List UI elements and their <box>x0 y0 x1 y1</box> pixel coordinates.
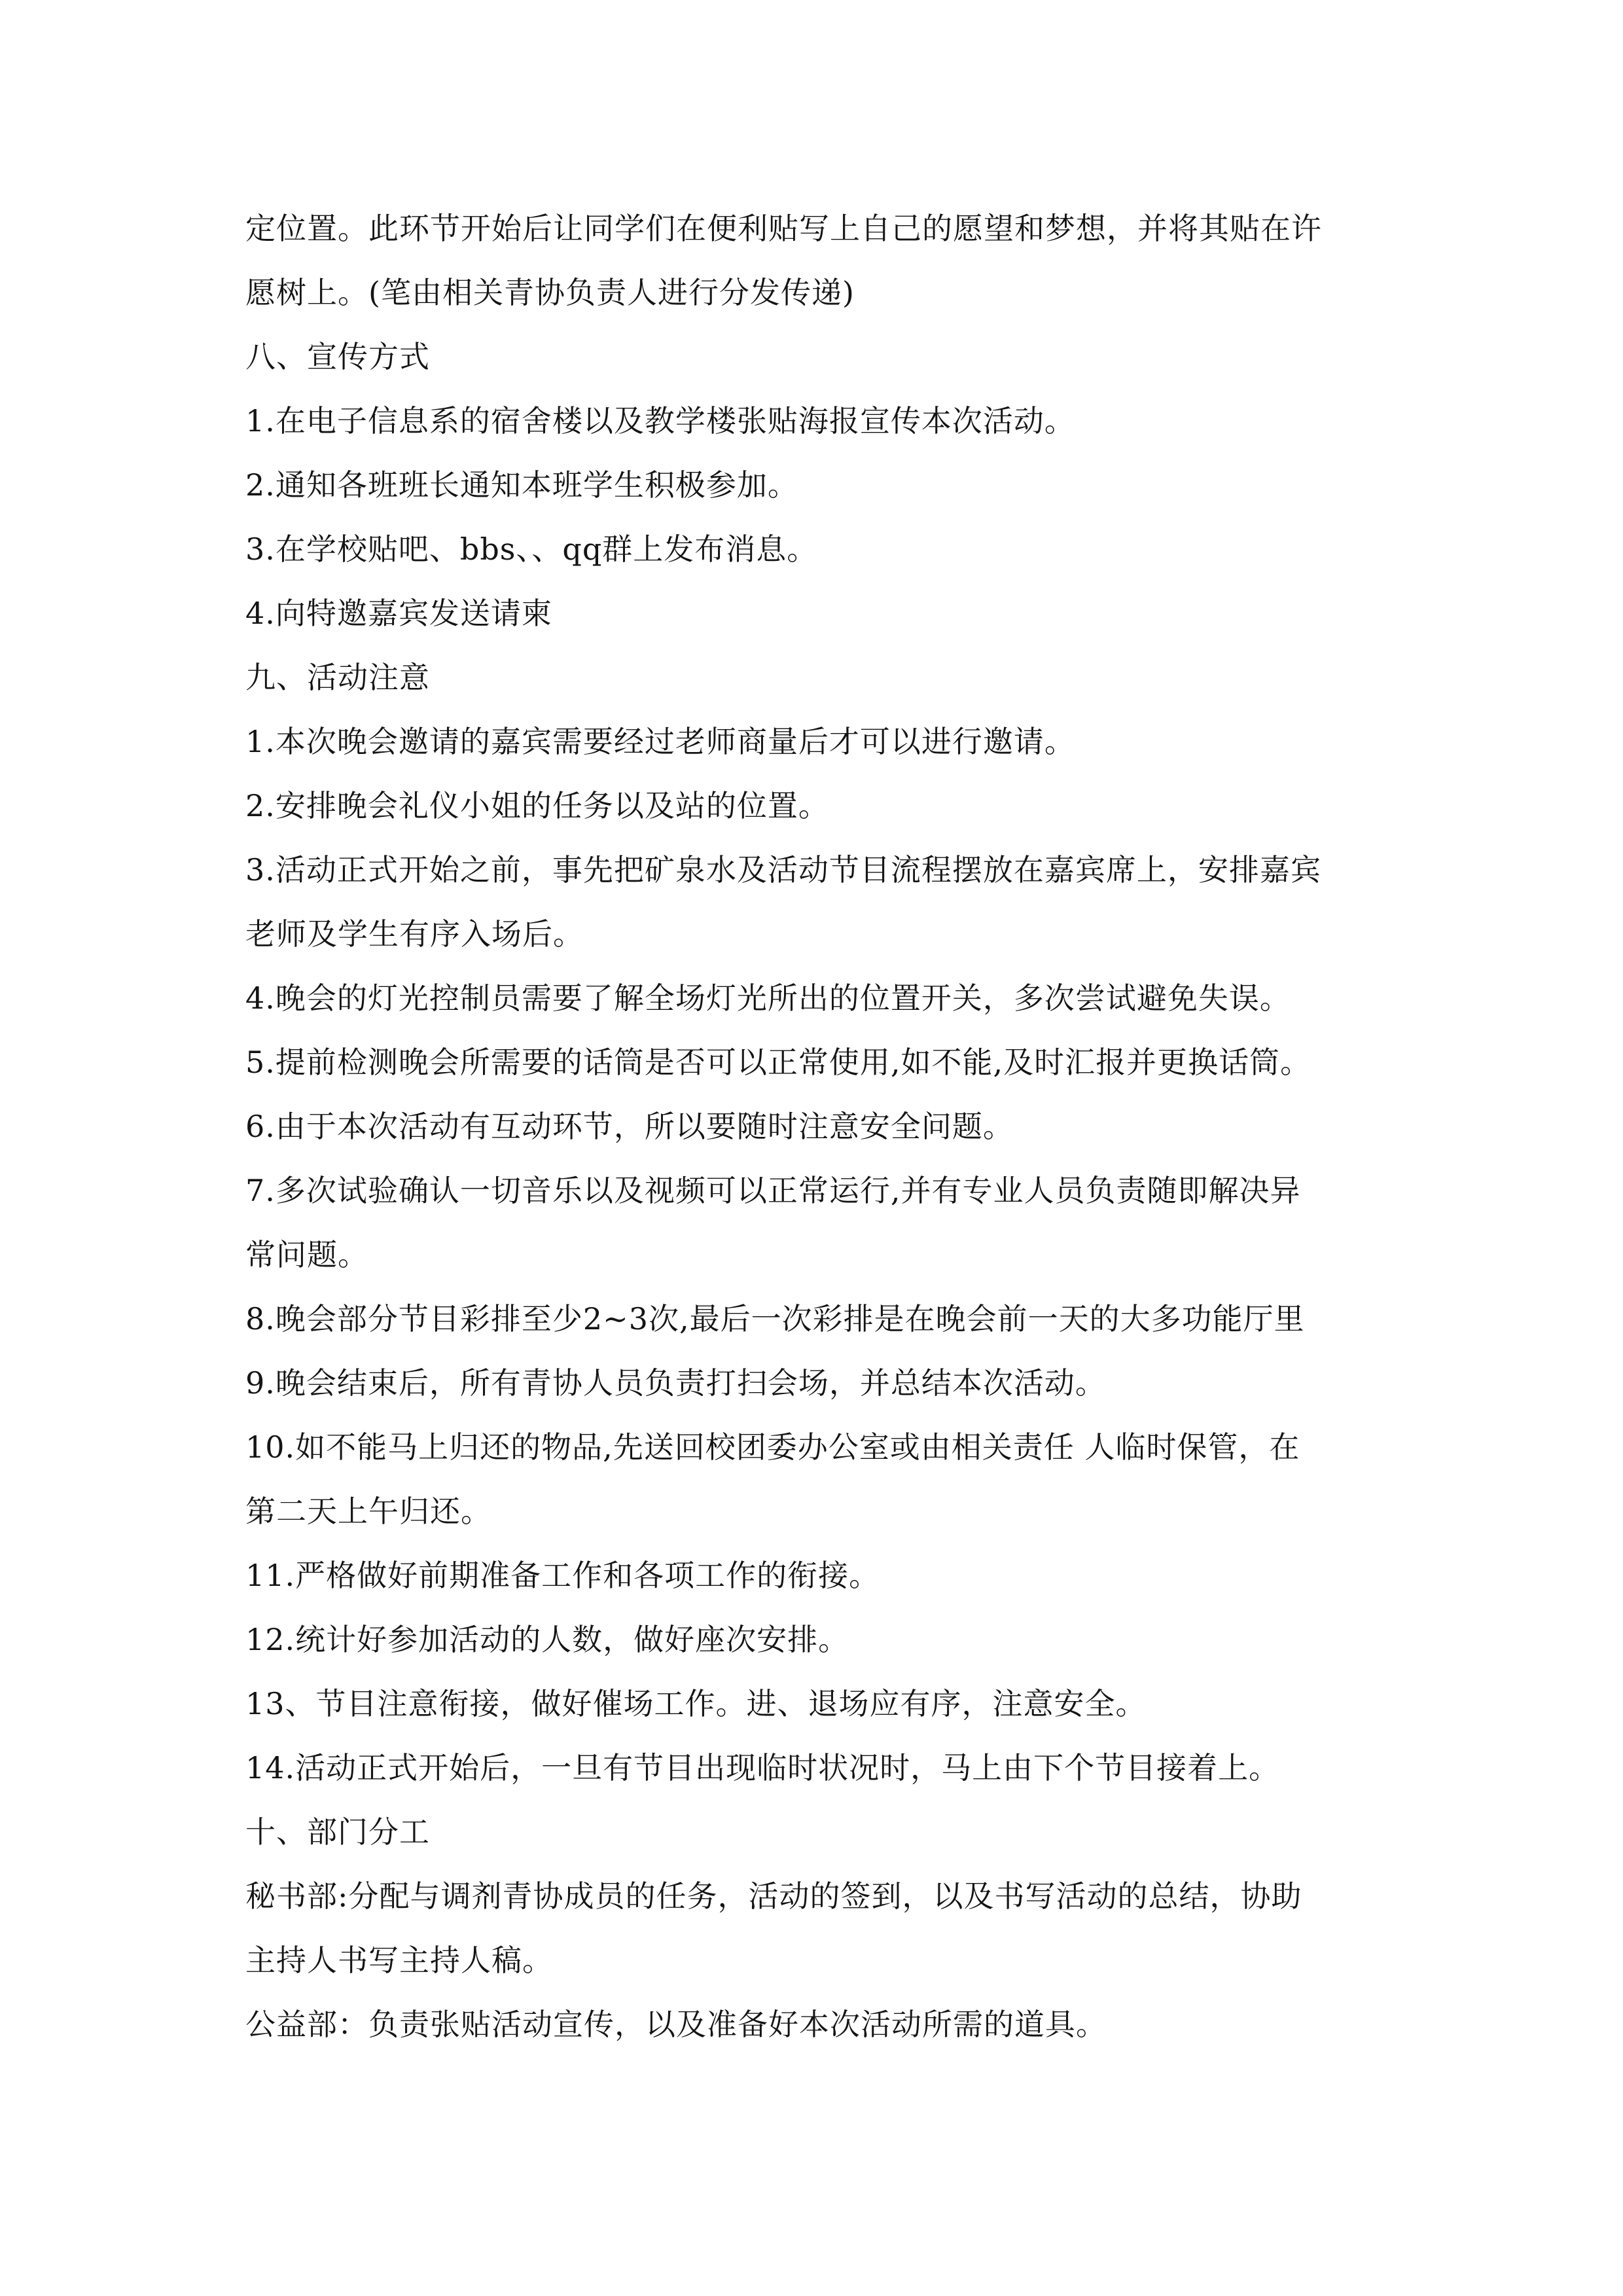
list-item: 2.通知各班班长通知本班学生积极参加。 <box>245 467 798 503</box>
list-item: 2.安排晚会礼仪小姐的任务以及站的位置。 <box>245 788 829 823</box>
section-heading-notes: 九、活动注意 <box>245 660 430 695</box>
list-item: 10.如不能马上归还的物品,先送回校团委办公室或由相关责任 人临时保管，在 <box>245 1429 1300 1465</box>
list-item: 3.在学校贴吧、bbs、、qq群上发布消息。 <box>245 531 818 567</box>
list-item: 1.在电子信息系的宿舍楼以及教学楼张贴海报宣传本次活动。 <box>245 403 1075 439</box>
list-item: 秘书部:分配与调剂青协成员的任务，活动的签到，以及书写活动的总结，协助 <box>245 1878 1302 1914</box>
list-item: 4.向特邀嘉宾发送请柬 <box>245 596 552 631</box>
intro-line: 愿树上。(笔由相关青协负责人进行分发传递) <box>245 275 855 310</box>
list-item: 6.由于本次活动有互动环节，所以要随时注意安全问题。 <box>245 1109 1014 1144</box>
list-item: 14.活动正式开始后，一旦有节目出现临时状况时，马上由下个节目接着上。 <box>245 1750 1280 1785</box>
section-heading-publicity: 八、宣传方式 <box>245 339 430 374</box>
list-item: 老师及学生有序入场后。 <box>245 916 584 952</box>
list-item: 8.晚会部分节目彩排至少2~3次,最后一次彩排是在晚会前一天的大多功能厅里 <box>245 1301 1305 1336</box>
section-heading-division: 十、部门分工 <box>245 1814 430 1850</box>
intro-line: 定位置。此环节开始后让同学们在便利贴写上自己的愿望和梦想，并将其贴在许 <box>245 211 1322 246</box>
list-item: 主持人书写主持人稿。 <box>245 1943 553 1978</box>
list-item: 第二天上午归还。 <box>245 1494 491 1529</box>
list-item: 9.晚会结束后，所有青协人员负责打扫会场，并总结本次活动。 <box>245 1365 1106 1401</box>
list-item: 7.多次试验确认一切音乐以及视频可以正常运行,并有专业人员负责随即解决异 <box>245 1173 1301 1208</box>
list-item: 3.活动正式开始之前，事先把矿泉水及活动节目流程摆放在嘉宾席上，安排嘉宾 <box>245 852 1321 888</box>
list-item: 1.本次晚会邀请的嘉宾需要经过老师商量后才可以进行邀请。 <box>245 724 1075 759</box>
list-item: 5.提前检测晚会所需要的话筒是否可以正常使用,如不能,及时汇报并更换话筒。 <box>245 1045 1311 1080</box>
list-item: 4.晚会的灯光控制员需要了解全场灯光所出的位置开关，多次尝试避免失误。 <box>245 980 1291 1016</box>
list-item: 13、节目注意衔接，做好催场工作。进、退场应有序，注意安全。 <box>245 1686 1147 1721</box>
list-item: 12.统计好参加活动的人数，做好座次安排。 <box>245 1622 849 1657</box>
list-item: 11.严格做好前期准备工作和各项工作的衔接。 <box>245 1558 880 1593</box>
list-item: 常问题。 <box>245 1237 368 1272</box>
list-item: 公益部：负责张贴活动宣传，以及准备好本次活动所需的道具。 <box>245 2007 1107 2042</box>
document-body <box>245 196 1384 2056</box>
